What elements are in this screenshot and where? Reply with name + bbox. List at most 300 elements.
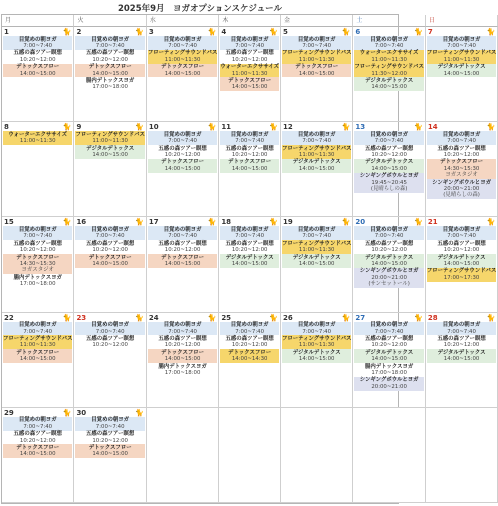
class-entry[interactable]	[354, 173, 423, 193]
class-entry[interactable]	[148, 226, 217, 240]
class-entry[interactable]	[3, 240, 72, 254]
class-time: 14:00~15:00	[371, 260, 407, 267]
class-name: 目覚めの朝ヨガ	[370, 226, 408, 233]
weekday-header: 木	[219, 15, 281, 27]
day-cell[interactable]	[2, 408, 74, 503]
class-time: 7:00~7:40	[168, 233, 197, 240]
class-time: 7:00~7:40	[235, 328, 264, 335]
class-time: 14:00~15:00	[92, 260, 128, 267]
cat-icon: 🐈	[414, 123, 423, 132]
class-entry[interactable]	[75, 145, 144, 159]
class-name: フローティングサウンドバス	[354, 64, 424, 71]
cat-icon: 🐈	[414, 28, 423, 36]
class-name: 五感の森ツアー瞑想	[85, 240, 135, 247]
class-time: 11:00~11:30	[371, 56, 407, 63]
class-time: 14:00~15:00	[92, 451, 128, 458]
class-entry[interactable]	[148, 36, 217, 50]
class-time: 10:20~12:00	[164, 342, 201, 349]
class-entry[interactable]	[148, 240, 217, 254]
class-time: 7:00~7:40	[23, 328, 53, 335]
class-name: デトックスフロー	[161, 254, 205, 261]
class-entry[interactable]	[427, 268, 496, 282]
day-cell[interactable]	[147, 27, 219, 122]
cat-icon: 🐈	[135, 313, 144, 322]
class-entry[interactable]	[354, 159, 423, 173]
class-entry[interactable]	[75, 417, 144, 431]
class-entry[interactable]	[427, 131, 496, 145]
class-entry[interactable]	[75, 444, 144, 458]
day-cell[interactable]	[281, 217, 353, 312]
day-cell[interactable]	[353, 122, 425, 217]
class-entry[interactable]	[220, 159, 279, 173]
class-entry[interactable]	[75, 131, 144, 145]
class-name: デジタルデトックス	[292, 349, 341, 356]
day-cell[interactable]	[2, 313, 74, 408]
cat-icon: 🐈	[135, 28, 144, 36]
class-time: 14:00~15:00	[92, 70, 128, 77]
class-time: 7:00~7:40	[95, 328, 125, 335]
class-name: デジタルデトックス	[437, 64, 486, 71]
class-time: 7:00~7:40	[374, 42, 404, 49]
class-time: 14:00~15:00	[371, 84, 407, 91]
cat-icon: 🐈	[62, 408, 72, 417]
class-entry[interactable]	[220, 335, 279, 349]
day-cell[interactable]	[426, 122, 498, 217]
day-number: 8	[4, 123, 9, 132]
cat-icon: 🐈	[414, 313, 423, 322]
class-time: 7:00~7:40	[302, 138, 332, 145]
class-time: 17:00~18:00	[164, 369, 201, 376]
day-cell[interactable]	[281, 27, 353, 122]
cat-icon: 🐈	[207, 218, 217, 227]
class-entry[interactable]	[282, 64, 351, 78]
class-entry[interactable]	[354, 240, 423, 254]
day-number: 1	[4, 28, 9, 36]
class-name: デジタルデトックス	[437, 254, 486, 261]
class-time: 7:00~7:40	[374, 138, 404, 145]
class-entry[interactable]	[3, 274, 72, 288]
class-time: 11:00~11:30	[298, 151, 335, 158]
class-name: 目覚めの朝ヨガ	[91, 322, 130, 329]
class-time: 14:00~15:00	[443, 260, 480, 267]
class-name: 五感の森ツアー瞑想	[13, 431, 62, 438]
cat-icon: 🐈	[341, 313, 351, 322]
class-entry[interactable]	[282, 145, 351, 159]
class-name: デトックスフロー	[161, 159, 205, 166]
class-time: 10:20~12:00	[164, 151, 201, 158]
day-cell[interactable]	[281, 313, 353, 408]
class-time: 14:00~15:00	[443, 356, 480, 363]
day-cell[interactable]	[74, 27, 146, 122]
class-entry[interactable]	[354, 377, 423, 391]
class-time: 14:00~15:00	[298, 356, 335, 363]
class-entry[interactable]	[3, 254, 72, 274]
class-time: 10:20~12:00	[443, 342, 480, 349]
class-name: デトックスフロー	[88, 254, 132, 261]
day-number: 15	[4, 218, 14, 227]
class-name: デジタルデトックス	[86, 145, 135, 152]
class-name: デジタルデトックス	[365, 77, 414, 84]
class-time: 14:30~15:30	[443, 165, 480, 172]
class-name: 目覚めの朝ヨガ	[18, 36, 57, 43]
day-number: 24	[148, 313, 159, 322]
class-entry[interactable]	[282, 159, 351, 173]
cat-icon: 🐈	[414, 218, 423, 227]
class-name: 五感の森ツアー瞑想	[85, 50, 135, 57]
class-time: 14:00~15:00	[443, 70, 480, 77]
cat-icon: 🐈	[135, 123, 144, 132]
class-entry[interactable]	[427, 36, 496, 50]
day-number: 22	[4, 313, 14, 322]
class-time: 14:00~15:00	[92, 151, 128, 158]
day-cell[interactable]	[2, 217, 74, 312]
class-name: 目覚めの朝ヨガ	[297, 36, 336, 43]
class-entry[interactable]	[75, 36, 144, 50]
class-time: 14:00~15:00	[371, 165, 407, 172]
class-name: 五感の森ツアー瞑想	[158, 240, 207, 247]
class-time: 17:00~17:30	[443, 274, 480, 281]
class-entry[interactable]	[354, 349, 423, 363]
day-cell[interactable]	[2, 122, 74, 217]
cat-icon: 🐈	[62, 123, 72, 132]
class-name: 目覚めの朝ヨガ	[18, 322, 57, 329]
class-location: (見晴らしの森)	[443, 192, 480, 199]
class-time: 10:20~12:00	[231, 247, 268, 254]
class-name: 五感の森ツアー瞑想	[225, 50, 274, 57]
class-time: 11:30~12:00	[371, 70, 407, 77]
class-entry[interactable]	[3, 431, 72, 445]
class-time: 7:00~7:40	[23, 42, 53, 49]
day-cell[interactable]	[426, 27, 498, 122]
class-entry[interactable]	[3, 349, 72, 363]
class-time: 20:00~21:00	[371, 274, 407, 281]
class-time: 7:00~7:40	[23, 233, 53, 240]
day-cell[interactable]	[281, 122, 353, 217]
class-entry[interactable]	[427, 254, 496, 268]
class-entry[interactable]	[354, 131, 423, 145]
class-entry[interactable]	[354, 50, 423, 64]
class-name: 目覚めの朝ヨガ	[370, 36, 408, 43]
day-number: 27	[355, 313, 366, 322]
day-cell[interactable]	[147, 217, 219, 312]
class-time: 10:20~12:00	[92, 437, 128, 444]
class-time: 10:20~12:00	[19, 56, 56, 63]
class-entry[interactable]	[220, 322, 279, 336]
class-time: 11:00~11:30	[298, 56, 335, 63]
class-name: フローティングサウンドバス	[426, 268, 497, 275]
class-entry[interactable]	[427, 159, 496, 179]
cat-icon: 🐈	[341, 123, 351, 132]
class-time: 14:00~15:00	[164, 260, 201, 267]
class-entry[interactable]	[75, 226, 144, 240]
class-entry[interactable]	[3, 444, 72, 458]
day-cell[interactable]	[353, 313, 425, 408]
class-entry[interactable]	[148, 335, 217, 349]
class-time: 10:20~12:00	[164, 247, 201, 254]
class-entry[interactable]	[282, 50, 351, 64]
class-entry[interactable]	[3, 50, 72, 64]
class-name: デジタルデトックス	[292, 254, 341, 261]
class-name: 目覚めの朝ヨガ	[163, 322, 202, 329]
class-name: 目覚めの朝ヨガ	[230, 226, 269, 233]
class-name: フローティングサウンドバス	[281, 335, 352, 342]
class-entry[interactable]	[282, 349, 351, 363]
class-time: 14:00~15:00	[298, 260, 335, 267]
class-time: 10:20~12:00	[19, 437, 56, 444]
class-name: デトックスフロー	[228, 159, 272, 166]
cat-icon: 🐈	[207, 123, 217, 132]
class-entry[interactable]	[75, 431, 144, 445]
class-time: 7:00~7:40	[235, 233, 264, 240]
class-entry[interactable]	[282, 226, 351, 240]
class-name: デトックスフロー	[16, 444, 60, 451]
day-cell[interactable]	[74, 217, 146, 312]
class-name: 五感の森ツアー瞑想	[225, 335, 274, 342]
class-entry[interactable]	[75, 77, 144, 91]
class-entry[interactable]	[220, 254, 279, 268]
class-entry[interactable]	[148, 145, 217, 159]
day-number: 10	[148, 123, 159, 132]
day-cell[interactable]	[219, 313, 281, 408]
class-entry[interactable]	[427, 64, 496, 78]
class-entry[interactable]	[427, 179, 496, 199]
class-entry[interactable]	[354, 335, 423, 349]
class-time: 7:00~7:40	[168, 328, 197, 335]
class-name: デトックスフロー	[161, 349, 205, 356]
class-entry[interactable]	[427, 226, 496, 240]
class-entry[interactable]	[220, 77, 279, 91]
day-number: 19	[282, 218, 293, 227]
class-name: デトックスフロー	[16, 349, 60, 356]
class-entry[interactable]	[148, 349, 217, 363]
class-entry[interactable]	[427, 50, 496, 64]
class-location: ヨガスタジオ	[21, 267, 54, 274]
class-name: デジタルデトックス	[365, 254, 414, 261]
class-name: 五感の森ツアー瞑想	[13, 50, 62, 57]
class-name: デジタルデトックス	[292, 159, 341, 166]
day-cell	[219, 408, 281, 503]
class-entry[interactable]	[220, 226, 279, 240]
class-entry[interactable]	[282, 131, 351, 145]
cat-icon: 🐈	[269, 123, 278, 132]
day-number: 9	[76, 123, 82, 132]
class-time: 7:00~7:40	[302, 328, 332, 335]
class-time: 10:20~12:00	[371, 342, 407, 349]
class-entry[interactable]	[3, 131, 72, 145]
class-entry[interactable]	[220, 50, 279, 64]
class-name: フローティングサウンドバス	[147, 50, 218, 57]
class-entry[interactable]	[354, 322, 423, 336]
day-number: 26	[282, 313, 293, 322]
class-entry[interactable]	[3, 36, 72, 50]
cat-icon: 🐈	[62, 218, 72, 227]
class-time: 7:00~7:40	[95, 423, 125, 430]
class-name: 腸内デトックスヨガ	[13, 274, 62, 281]
class-time: 7:00~7:40	[447, 233, 476, 240]
day-cell[interactable]	[74, 313, 146, 408]
class-time: 14:00~15:00	[164, 70, 201, 77]
class-name: 目覚めの朝ヨガ	[442, 226, 481, 233]
class-entry[interactable]	[75, 254, 144, 268]
class-time: 10:20~12:00	[92, 247, 128, 254]
class-name: デトックスフロー	[295, 64, 339, 71]
day-number: 17	[148, 218, 159, 227]
day-number: 7	[427, 28, 433, 36]
class-entry[interactable]	[75, 50, 144, 64]
class-name: 目覚めの朝ヨガ	[163, 36, 202, 43]
day-cell[interactable]	[353, 27, 425, 122]
class-time: 7:00~7:40	[168, 42, 197, 49]
class-entry[interactable]	[220, 349, 279, 363]
class-name: 目覚めの朝ヨガ	[297, 131, 336, 138]
class-time: 20:00~21:00	[443, 185, 480, 192]
day-cell	[281, 408, 353, 503]
class-entry[interactable]	[3, 64, 72, 78]
weekday-header: 日	[426, 15, 498, 27]
cat-icon: 🐈	[486, 218, 496, 227]
class-entry[interactable]	[3, 226, 72, 240]
class-time: 7:00~7:40	[302, 233, 332, 240]
class-name: 腸内デトックスヨガ	[364, 363, 414, 370]
day-cell[interactable]	[219, 217, 281, 312]
class-entry[interactable]	[354, 254, 423, 268]
class-entry[interactable]	[75, 322, 144, 336]
class-entry[interactable]	[148, 363, 217, 377]
class-entry[interactable]	[282, 322, 351, 336]
day-cell[interactable]	[426, 217, 498, 312]
class-entry[interactable]	[148, 322, 217, 336]
class-time: 7:00~7:40	[23, 423, 53, 430]
day-cell	[353, 408, 425, 503]
class-entry[interactable]	[220, 36, 279, 50]
class-time: 17:00~18:00	[92, 84, 128, 91]
day-cell[interactable]	[74, 122, 146, 217]
class-entry[interactable]	[427, 240, 496, 254]
class-entry[interactable]	[354, 36, 423, 50]
class-name: 目覚めの朝ヨガ	[163, 131, 202, 138]
class-name: 目覚めの朝ヨガ	[91, 36, 130, 43]
class-name: フローティングサウンドバス	[281, 145, 352, 152]
class-entry[interactable]	[148, 50, 217, 64]
class-time: 14:00~15:00	[19, 356, 56, 363]
class-entry[interactable]	[3, 417, 72, 431]
cat-icon: 🐈	[486, 313, 496, 322]
weekday-header: 土	[353, 15, 425, 27]
day-cell[interactable]	[426, 313, 498, 408]
day-cell[interactable]	[74, 408, 146, 503]
class-name: 五感の森ツアー瞑想	[437, 145, 486, 152]
class-entry[interactable]	[3, 322, 72, 336]
class-time: 7:00~7:40	[302, 42, 332, 49]
day-number: 2	[76, 28, 82, 36]
class-time: 17:00~18:00	[19, 281, 56, 288]
class-entry[interactable]	[354, 363, 423, 377]
class-time: 7:00~7:40	[447, 328, 476, 335]
class-name: 目覚めの朝ヨガ	[442, 36, 481, 43]
class-time: 14:00~15:00	[231, 260, 268, 267]
class-name: 五感の森ツアー瞑想	[85, 431, 135, 438]
class-entry[interactable]	[3, 335, 72, 349]
class-location: (見晴らしの森)	[370, 185, 408, 192]
day-cell[interactable]	[219, 27, 281, 122]
class-entry[interactable]	[354, 268, 423, 288]
class-name: 五感の森ツアー瞑想	[437, 335, 486, 342]
class-entry[interactable]	[354, 226, 423, 240]
day-number: 11	[221, 123, 232, 132]
class-entry[interactable]	[354, 145, 423, 159]
class-time: 10:20~12:00	[371, 151, 407, 158]
class-time: 14:00~15:00	[164, 165, 201, 172]
class-entry[interactable]	[75, 335, 144, 349]
day-cell[interactable]	[147, 313, 219, 408]
class-entry[interactable]	[427, 322, 496, 336]
class-entry[interactable]	[148, 64, 217, 78]
class-entry[interactable]	[220, 240, 279, 254]
day-cell[interactable]	[2, 27, 74, 122]
day-number: 29	[4, 408, 14, 417]
cat-icon: 🐈	[341, 28, 351, 36]
class-entry[interactable]	[427, 335, 496, 349]
day-number: 30	[76, 408, 87, 417]
class-time: 10:20~12:00	[231, 56, 268, 63]
class-time: 19:45~20:45	[371, 179, 407, 186]
class-entry[interactable]	[75, 240, 144, 254]
class-time: 7:00~7:40	[447, 42, 476, 49]
class-location: (サンセットール)	[368, 281, 410, 288]
day-number: 6	[355, 28, 361, 36]
class-time: 14:30~15:30	[19, 260, 56, 267]
class-entry[interactable]	[354, 77, 423, 91]
class-entry[interactable]	[427, 145, 496, 159]
day-cell[interactable]	[353, 217, 425, 312]
cat-icon: 🐈	[269, 218, 278, 227]
class-entry[interactable]	[220, 131, 279, 145]
calendar-grid	[1, 14, 497, 504]
class-name: 目覚めの朝ヨガ	[230, 36, 269, 43]
day-number: 18	[221, 218, 232, 227]
class-name: 目覚めの朝ヨガ	[18, 417, 57, 424]
day-cell[interactable]	[147, 122, 219, 217]
day-cell[interactable]	[219, 122, 281, 217]
class-name: 五感の森ツアー瞑想	[158, 335, 207, 342]
class-entry[interactable]	[148, 254, 217, 268]
class-entry[interactable]	[220, 64, 279, 78]
class-entry[interactable]	[354, 64, 423, 78]
class-name: 五感の森ツアー瞑想	[13, 240, 62, 247]
class-name: 五感の森ツアー瞑想	[364, 240, 414, 247]
class-entry[interactable]	[282, 254, 351, 268]
class-time: 14:00~15:00	[231, 84, 268, 91]
cat-icon: 🐈	[341, 218, 351, 227]
class-entry[interactable]	[427, 349, 496, 363]
class-name: シンギングボウルとヨガ	[359, 377, 419, 384]
class-entry[interactable]	[282, 36, 351, 50]
day-number: 14	[427, 123, 438, 132]
class-entry[interactable]	[220, 145, 279, 159]
class-entry[interactable]	[75, 64, 144, 78]
class-entry[interactable]	[282, 335, 351, 349]
class-entry[interactable]	[148, 131, 217, 145]
day-number: 5	[282, 28, 288, 36]
class-name: 目覚めの朝ヨガ	[370, 131, 408, 138]
day-cell	[426, 408, 498, 503]
class-name: 目覚めの朝ヨガ	[230, 131, 269, 138]
class-entry[interactable]	[282, 240, 351, 254]
class-entry[interactable]	[148, 159, 217, 173]
class-time: 14:00~15:00	[231, 165, 268, 172]
class-time: 7:00~7:40	[374, 328, 404, 335]
class-name: 五感の森ツアー瞑想	[437, 240, 486, 247]
